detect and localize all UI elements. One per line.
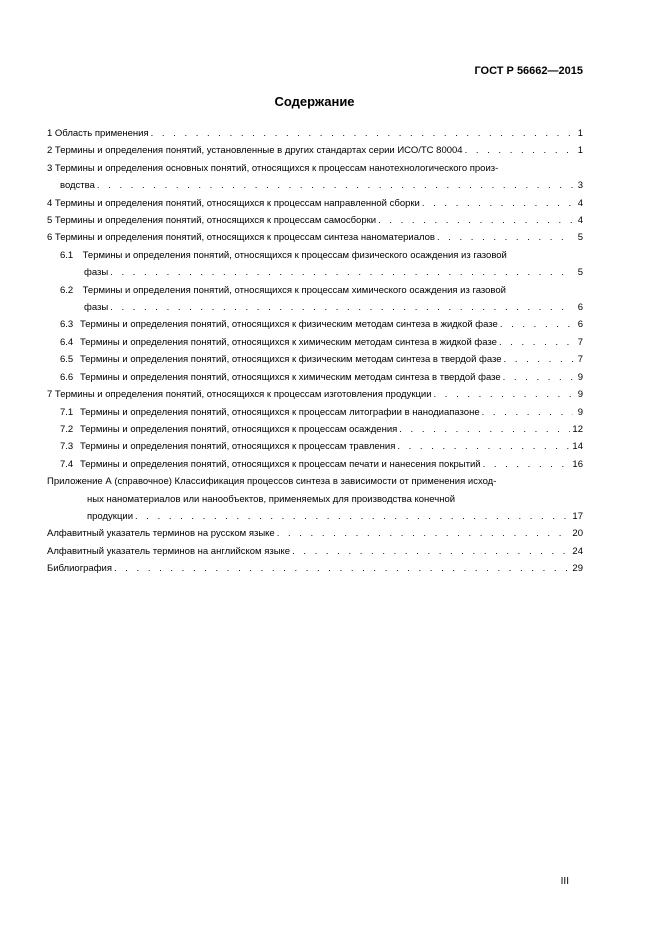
toc-page: 16 — [572, 458, 583, 470]
toc-leader — [437, 229, 573, 246]
toc-entry — [47, 560, 583, 577]
toc-leader — [292, 543, 570, 560]
toc-entry — [47, 299, 583, 316]
toc-entry-text: Термины и определения понятий, относящихся к процессам литографии в нанодиапазоне — [80, 406, 480, 418]
toc-page: 9 — [577, 389, 583, 401]
toc-entry — [47, 142, 583, 159]
toc-entry-text: Алфавитный указатель терминов на английском языке — [47, 545, 291, 557]
toc-entry-continuation: продукции — [87, 510, 134, 522]
table-of-contents — [47, 125, 583, 578]
toc-page: 17 — [572, 510, 583, 522]
toc-page: 5 — [577, 267, 583, 279]
toc-page: 12 — [572, 423, 583, 435]
toc-page: 5 — [577, 232, 583, 244]
toc-leader — [378, 212, 573, 229]
toc-entry — [47, 264, 583, 281]
toc-leader — [151, 125, 573, 142]
toc-entry — [47, 525, 583, 542]
toc-leader — [97, 177, 573, 194]
toc-entry-text: 6 Термины и определения понятий, относящихся к процессам синтеза наноматериалов — [47, 232, 435, 244]
toc-entry-number: 6.1 — [60, 249, 74, 261]
toc-entry-text: Термины и определения понятий, относящихся к процессам печати и нанесения покрытий — [80, 458, 481, 470]
toc-entry-text: Термины и определения понятий, относящихся к процессам химического осаждения из газовой — [82, 284, 506, 296]
toc-page: 6 — [577, 302, 583, 314]
toc-page: 9 — [577, 371, 583, 383]
toc-entry-number: 6.2 — [60, 284, 74, 296]
toc-entry-number: 7.4 — [60, 458, 74, 470]
toc-page: 6 — [577, 319, 583, 331]
toc-entry-text: Термины и определения понятий, относящихся к химическим методам синтеза в твердой фазе — [80, 371, 501, 383]
toc-leader — [465, 142, 573, 159]
toc-entry-label — [60, 438, 395, 455]
toc-leader — [482, 404, 573, 421]
toc-entry — [47, 404, 583, 421]
toc-entry — [47, 386, 583, 403]
toc-subentry — [47, 282, 583, 299]
toc-leader — [503, 369, 573, 386]
toc-entry-text: Термины и определения понятий, относящихся к процессам осаждения — [80, 423, 398, 435]
toc-entry-label — [60, 456, 481, 473]
toc-leader — [422, 195, 573, 212]
toc-entry — [47, 421, 583, 438]
toc-entry-label — [60, 334, 497, 351]
toc-entry-number: 6.4 — [60, 336, 74, 348]
toc-entry-text: Алфавитный указатель терминов на русском языке — [47, 528, 275, 540]
toc-page: 1 — [577, 145, 583, 157]
toc-entry — [47, 334, 583, 351]
toc-entry — [47, 195, 583, 212]
toc-page: 7 — [577, 354, 583, 366]
toc-leader — [483, 456, 571, 473]
toc-entry-number: 7.1 — [60, 406, 74, 418]
toc-entry-text: Термины и определения понятий, относящихся к химическим методам синтеза в жидкой фазе — [80, 336, 497, 348]
toc-page: 3 — [577, 180, 583, 192]
toc-entry-label — [60, 316, 498, 333]
toc-entry — [47, 177, 583, 194]
toc-page: 4 — [577, 197, 583, 209]
toc-entry-number: 7.3 — [60, 441, 74, 453]
toc-leader — [135, 508, 570, 525]
toc-entry-continuation: фазы — [84, 302, 109, 314]
document-header: ГОСТ Р 56662—2015 — [474, 65, 583, 77]
toc-page: 1 — [577, 128, 583, 139]
toc-entry-text: 5 Термины и определения понятий, относящихся к процессам самосборки — [47, 215, 377, 227]
toc-leader — [500, 316, 573, 333]
toc-entry-text: 1 Область применения — [47, 128, 149, 139]
toc-entry-label — [60, 351, 502, 368]
toc-page: 14 — [572, 441, 583, 453]
toc-entry-text: 2 Термины и определения понятий, установленные в других стандартах серии ИСО/ТС 80004 — [47, 145, 463, 157]
toc-entry-label — [60, 404, 480, 421]
toc-leader — [114, 560, 570, 577]
toc-entry-text: 4 Термины и определения понятий, относящихся к процессам направленной сборки — [47, 197, 420, 209]
toc-entry — [47, 229, 583, 246]
toc-leader — [499, 334, 573, 351]
toc-entry-text: Приложение А (справочное) Классификация процессов синтеза в зависимости от применения исход- — [47, 476, 497, 488]
toc-leader — [399, 421, 570, 438]
toc-entry — [47, 438, 583, 455]
toc-entry-number: 6.5 — [60, 354, 74, 366]
toc-entry-number: 6.6 — [60, 371, 74, 383]
toc-entry-label — [60, 369, 501, 386]
toc-entry-text: Термины и определения понятий, относящихся к физическим методам синтеза в твердой фазе — [80, 354, 502, 366]
toc-entry — [47, 543, 583, 560]
toc-leader — [504, 351, 573, 368]
toc-subentry — [47, 247, 583, 264]
toc-leader — [110, 299, 573, 316]
toc-entry-text: Библиография — [47, 563, 112, 575]
toc-entry-continuation: водства — [60, 180, 95, 192]
toc-leader — [434, 386, 573, 403]
toc-leader — [277, 525, 571, 542]
page-title: Содержание — [274, 94, 355, 109]
toc-entry-text: Термины и определения понятий, относящихся к физическим методам синтеза в жидкой фазе — [80, 319, 498, 331]
toc-entry-continuation: фазы — [84, 267, 109, 279]
toc-page: 24 — [572, 545, 583, 557]
toc-page: 7 — [577, 336, 583, 348]
toc-entry — [47, 351, 583, 368]
toc-entry — [47, 212, 583, 229]
toc-entry — [47, 316, 583, 333]
toc-leader — [397, 438, 570, 455]
toc-entry — [47, 125, 583, 142]
toc-entry-label — [60, 421, 397, 438]
toc-entry — [47, 456, 583, 473]
toc-entry — [47, 369, 583, 386]
toc-page: 9 — [577, 406, 583, 418]
toc-page: 20 — [572, 528, 583, 540]
toc-entry-text: Термины и определения понятий, относящихся к процессам травления — [80, 441, 396, 453]
toc-entry — [47, 508, 583, 525]
toc-entry-number: 7.2 — [60, 423, 74, 435]
toc-leader — [110, 264, 573, 281]
toc-entry-text: 3 Термины и определения основных понятий, относящихся к процессам нанотехнологического произ- — [47, 162, 499, 174]
page-number: III — [560, 876, 569, 887]
toc-page: 4 — [577, 215, 583, 227]
toc-entry-text: 7 Термины и определения понятий, относящихся к процессам изготовления продукции — [47, 389, 432, 401]
toc-entry-number: 6.3 — [60, 319, 74, 331]
toc-entry-text: Термины и определения понятий, относящихся к процессам физического осаждения из газовой — [82, 249, 507, 261]
toc-page: 29 — [572, 563, 583, 575]
toc-entry-continuation: ных наноматериалов или нанообъектов, применяемых для производства конечной — [87, 493, 456, 505]
